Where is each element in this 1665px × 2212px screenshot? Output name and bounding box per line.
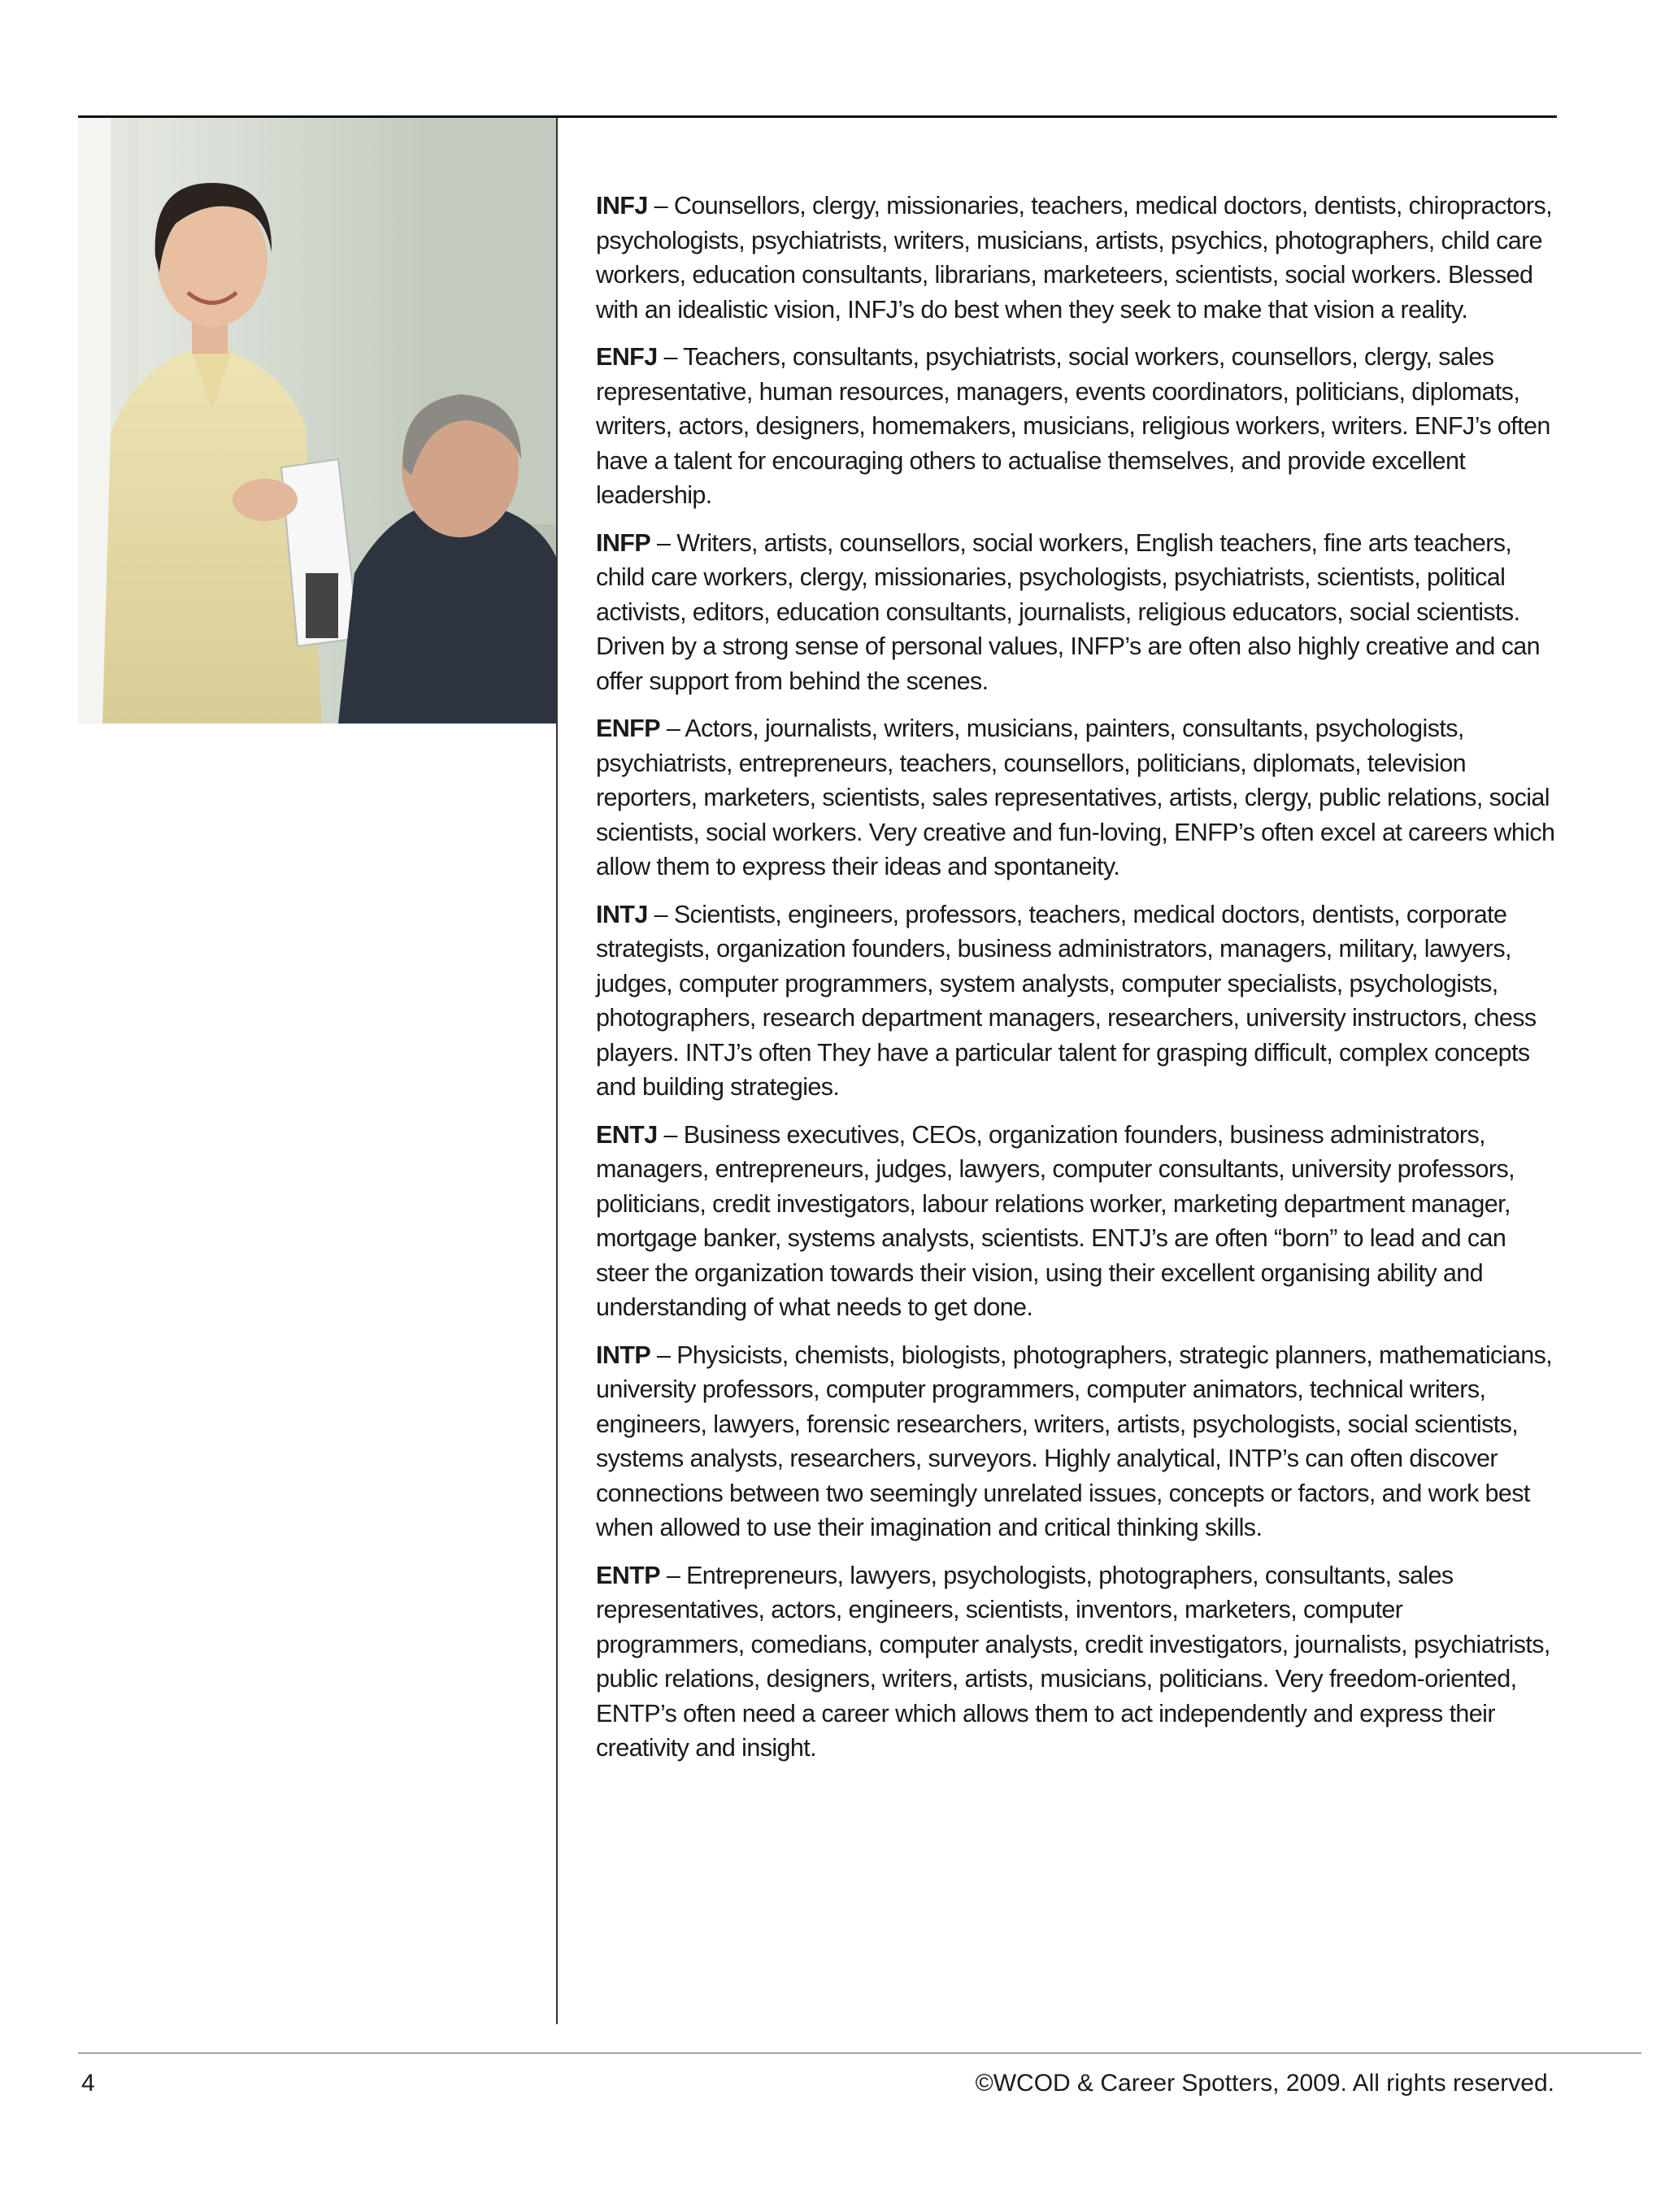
entry-infj <box>596 189 1555 327</box>
type-label: ENFJ <box>596 343 658 371</box>
column-divider <box>556 118 558 2024</box>
entry-description: – Counsellors, clergy, missionaries, teachers, medical doctors, dentists, chiropractors, psychologists, psychiatrists, writers, musicians, artists, psychics, photographers, child care workers, education consultants, librarians, marketeers, scientists, social workers. Blessed with an idealistic vision, INFJ’s do best when they seek to make that vision a reality. <box>596 192 1552 324</box>
career-list <box>596 189 1555 1779</box>
entry-enfj <box>596 340 1555 513</box>
page-number: 4 <box>81 2070 95 2097</box>
photo-illustration <box>78 118 556 724</box>
entry-description: – Entrepreneurs, lawyers, psychologists, photographers, consultants, sales representatives, actors, engineers, scientists, inventors, marketers, computer programmers, comedians, computer analysts, credit investigators, journalists, psychiatrists, public relations, designers, writers, artists, musicians, politicians. Very freedom-oriented, ENTP’s often need a career which allows them to act independently and express their creativity and insight. <box>596 1561 1550 1762</box>
entry-description: – Teachers, consultants, psychiatrists, social workers, counsellors, clergy, sales representative, human resources, managers, events coordinators, politicians, diplomats, writers, actors, designers, homemakers, musicians, religious workers, writers. ENFJ’s often have a talent for encouraging others to actualise themselves, and provide excellent leadership. <box>596 343 1550 509</box>
entry-intp <box>596 1338 1555 1545</box>
copyright-notice: ©WCOD & Career Spotters, 2009. All rights reserved. <box>975 2070 1554 2097</box>
type-label: INTJ <box>596 900 648 928</box>
type-label: ENFP <box>596 715 660 742</box>
entry-description: – Scientists, engineers, professors, teachers, medical doctors, dentists, corporate strategists, organization founders, business administrators, managers, military, lawyers, judges, computer programmers, system analysts, computer specialists, psychologists, photographers, research department managers, researchers, university instructors, chess players. INTJ’s often They have a particular talent for grasping difficult, complex concepts and building strategies. <box>596 900 1537 1101</box>
entry-enfp <box>596 711 1555 884</box>
office-photo <box>78 118 556 724</box>
entry-description: – Business executives, CEOs, organization founders, business administrators, managers, entrepreneurs, judges, lawyers, computer consultants, university professors, politicians, credit investigators, labour relations worker, marketing department manager, mortgage banker, systems analysts, scientists. ENTJ’s are often “born” to lead and can steer the organization towards their vision, using their excellent organising ability and understanding of what needs to get done. <box>596 1120 1515 1321</box>
type-label: ENTP <box>596 1561 660 1589</box>
type-label: ENTJ <box>596 1120 658 1149</box>
entry-description: – Physicists, chemists, biologists, photographers, strategic planners, mathematicians, university professors, computer programmers, computer animators, technical writers, engineers, lawyers, forensic researchers, writers, artists, psychologists, social scientists, systems analysts, researchers, surveyors. Highly analytical, INTP’s can often discover connections between two seemingly unrelated issues, concepts or factors, and work best when allowed to use their imagination and critical thinking skills. <box>596 1341 1553 1541</box>
entry-entj <box>596 1118 1555 1325</box>
type-label: INFJ <box>596 192 648 219</box>
type-label: INTP <box>596 1341 651 1369</box>
type-label: INFP <box>596 528 651 557</box>
entry-description: – Actors, journalists, writers, musicians, painters, consultants, psychologists, psychiatrists, entrepreneurs, teachers, counsellors, politicians, diplomats, television reporters, marketers, scientists, sales representatives, artists, clergy, public relations, social scientists, social workers. Very creative and fun-loving, ENFP’s often excel at careers which allow them to express their ideas and spontaneity. <box>596 715 1555 880</box>
entry-intj <box>596 897 1555 1105</box>
entry-description: – Writers, artists, counsellors, social workers, English teachers, fine arts teachers, child care workers, clergy, missionaries, psychologists, psychiatrists, scientists, political activists, editors, education consultants, journalists, religious educators, social scientists. Driven by a strong sense of personal values, INFP’s are often also highly creative and can offer support from behind the scenes. <box>596 528 1541 695</box>
entry-infp <box>596 526 1555 699</box>
entry-entp <box>596 1558 1555 1766</box>
